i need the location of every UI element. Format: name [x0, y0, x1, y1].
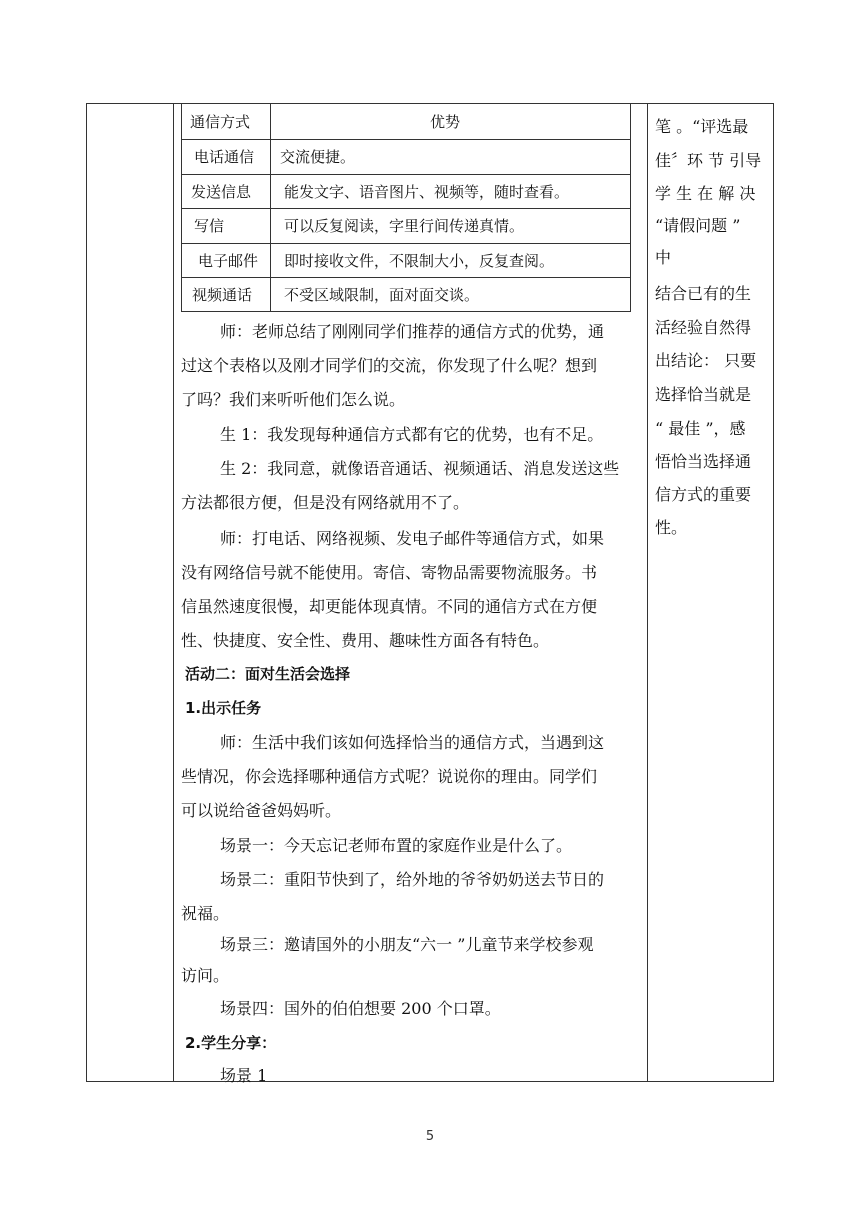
inner-row-line: [181, 208, 631, 209]
col-divider-1: [173, 103, 174, 1082]
scene-three: 场景三：邀请国外的小朋友“六一 ”儿童节来学校参观: [220, 935, 594, 954]
inner-row-line: [181, 174, 631, 175]
table-cell-advantage: 能发文字、语音图片、视频等，随时查看。: [284, 183, 570, 201]
paragraph-line: 了吗？我们来听听他们怎么说。: [181, 390, 406, 409]
note-line: 选择恰当就是: [655, 385, 752, 404]
note-line: 出结论： 只要: [655, 351, 757, 370]
note-line: 结合已有的生: [655, 284, 752, 303]
scene-one: 场景一：今天忘记老师布置的家庭作业是什么了。: [220, 836, 573, 855]
scene-two: 场景二：重阳节快到了，给外地的爷爷奶奶送去节日的: [220, 870, 605, 889]
col-divider-2: [647, 103, 648, 1082]
note-line: 性。: [655, 518, 688, 537]
paragraph-line: 生 2：我同意，就像语音通话、视频通话、消息发送这些: [220, 459, 620, 478]
paragraph-line: 方法都很方便，但是没有网络就用不了。: [181, 493, 470, 512]
note-line: 信方式的重要: [655, 485, 752, 504]
inner-table-bottom: [181, 311, 631, 312]
table-cell-method: 写信: [194, 217, 225, 235]
heading-activity-two: 活动二：面对生活会选择: [185, 665, 351, 683]
paragraph-line: 些情况，你会选择哪种通信方式呢？说说你的理由。同学们: [181, 767, 598, 786]
note-line: “请假问题 ”: [655, 216, 741, 235]
paragraph-line: 师：打电话、网络视频、发电子邮件等通信方式，如果: [220, 529, 605, 548]
paragraph-line: 生 1：我发现每种通信方式都有它的优势，也有不足。: [220, 425, 604, 444]
scene-four: 场景四：国外的伯伯想要 200 个口罩。: [220, 999, 501, 1018]
note-line: 活经验自然得: [655, 318, 752, 337]
table-cell-method: 电子邮件: [198, 252, 259, 270]
heading-student-share: 2.学生分享：: [185, 1034, 277, 1052]
scene-label: 场景 1: [220, 1066, 268, 1085]
table-cell-advantage: 交流便捷。: [280, 148, 356, 166]
paragraph-line: 性、快捷度、安全性、费用、趣味性方面各有特色。: [181, 631, 550, 650]
inner-row-line: [181, 277, 631, 278]
paragraph-line: 师：生活中我们该如何选择恰当的通信方式，当遇到这: [220, 733, 605, 752]
note-line: 中: [655, 248, 672, 267]
inner-row-line: [181, 139, 631, 140]
page-number: 5: [425, 1129, 435, 1144]
paragraph-line: 过这个表格以及刚才同学们的交流，你发现了什么呢？想到: [181, 356, 598, 375]
table-cell-advantage: 可以反复阅读，字里行间传递真情。: [284, 217, 525, 235]
outer-bottom-border: [86, 1081, 774, 1082]
table-cell-method: 发送信息: [191, 183, 252, 201]
note-line: 学 生 在 解 决: [655, 184, 756, 203]
table-cell-advantage: 即时接收文件，不限制大小，反复查阅。: [284, 252, 555, 270]
table-header-advantage: 优势: [430, 113, 461, 131]
paragraph-line: 师：老师总结了刚刚同学们推荐的通信方式的优势，通: [220, 322, 605, 341]
paragraph-line: 可以说给爸爸妈妈听。: [181, 801, 342, 820]
outer-left-border: [86, 103, 87, 1082]
note-line: 笔 。“评选最: [655, 117, 749, 136]
scene-two-cont: 祝福。: [181, 904, 230, 923]
scene-three-cont: 访问。: [181, 966, 230, 985]
table-cell-advantage: 不受区域限制，面对面交谈。: [284, 286, 480, 304]
table-header-method: 通信方式: [190, 113, 251, 131]
outer-top-border: [86, 103, 774, 104]
paragraph-line: 没有网络信号就不能使用。寄信、寄物品需要物流服务。书: [181, 563, 598, 582]
table-cell-method: 电话通信: [194, 148, 255, 166]
note-line: 悟恰当选择通: [655, 452, 752, 471]
paragraph-line: 信虽然速度很慢，却更能体现真情。不同的通信方式在方便: [181, 597, 598, 616]
heading-show-task: 1.出示任务: [185, 699, 262, 717]
note-line: 佳〞环 节 引导: [655, 151, 762, 170]
outer-right-border: [773, 103, 774, 1082]
inner-row-line: [181, 243, 631, 244]
table-cell-method: 视频通话: [192, 286, 253, 304]
note-line: “ 最佳 ”，感: [655, 419, 746, 438]
